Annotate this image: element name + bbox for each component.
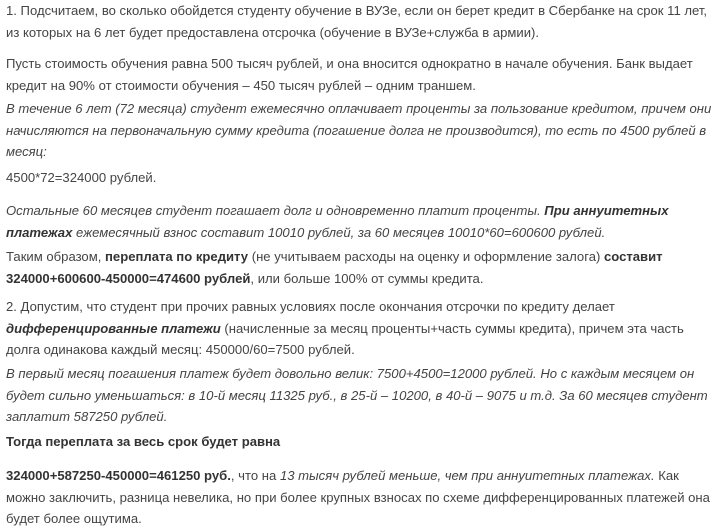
p7-bold-diff: дифференцированные платежи [6, 320, 221, 336]
paragraph-10 [6, 465, 718, 530]
p5-text-a: Остальные 60 месяцев студент погашает долг и одновременно платит проценты. [6, 203, 545, 218]
paragraph-6 [6, 246, 718, 289]
paragraph-3-italic: В течение 6 лет (72 месяца) студент ежемесячно оплачивает проценты за пользование кредитом, причем они начисляются на первоначальную сумму кредита (погашение долга не производится), то есть по 4500 рублей в месяц: [6, 101, 712, 159]
p6-text-a: Таким образом, [6, 249, 105, 264]
paragraph-2: Пусть стоимость обучения равна 500 тысяч рублей, и она вносится однократно в начале обучения. Банк выдает кредит на 90% от стоимости обучения – 450 тысяч рублей – одним траншем. [6, 56, 693, 93]
paragraph-9-bold [6, 431, 718, 453]
p10-text-d: Как можно заключить, разница невелика, но при более крупных взносах по схеме дифференцированных платежей она будет более ощутима. [6, 468, 710, 526]
paragraph-7 [6, 296, 718, 361]
p9-bold: Тогда переплата за весь срок будет равна [6, 434, 281, 449]
paragraph-5 [6, 200, 718, 243]
p7-text-a: 2. Допустим, что студент при прочих равных условиях после окончания отсрочки по кредиту делает [6, 299, 615, 314]
p6-text-e: , или больше 100% от суммы кредита. [250, 270, 484, 286]
p7-text-c: (начисленные за месяц проценты+часть суммы кредита), причем эта часть долга одинакова каждый месяц: 450000/60=7500 рублей. [6, 320, 684, 357]
p10-text-b: , что на [230, 468, 280, 483]
paragraph-8-italic: В первый месяц погашения платеж будет довольно велик: 7500+4500=12000 рублей. Но с каждым месяцем он будет сильно уменьшаться: в 10-й месяц 11325 руб., в 25-й – 10200, в 40-й – 9075 и т.д. За 60 месяцев студент заплатит 587250 рублей. [6, 366, 708, 424]
p6-text-c: (не учитываем расходы на оценку и оформление залога) [248, 249, 604, 264]
p6-bold-total: составит 324000+600600-450000=474600 рублей [6, 249, 663, 286]
p5-bold-annuity: При аннуитетных платежах [6, 203, 669, 240]
p10-italic-c: 13 тысяч рублей меньше, чем при аннуитетных платежах. [279, 468, 655, 483]
p6-bold-overpay: переплата по кредиту [105, 249, 249, 264]
p5-text-c: ежемесячный взнос составит 10010 рублей, за 60 месяцев 10010*60=600600 рублей. [72, 224, 606, 240]
p10-bold-result: 324000+587250-450000=461250 руб. [6, 468, 231, 483]
paragraph-4-formula: 4500*72=324000 рублей. [6, 170, 157, 185]
paragraph-1: 1. Подсчитаем, во сколько обойдется студенту обучение в ВУЗе, если он берет кредит в Сбербанке на срок 11 лет, из которых на 6 лет будет предоставлена отсрочка (обучение в ВУЗе+служба в армии). [6, 3, 708, 40]
